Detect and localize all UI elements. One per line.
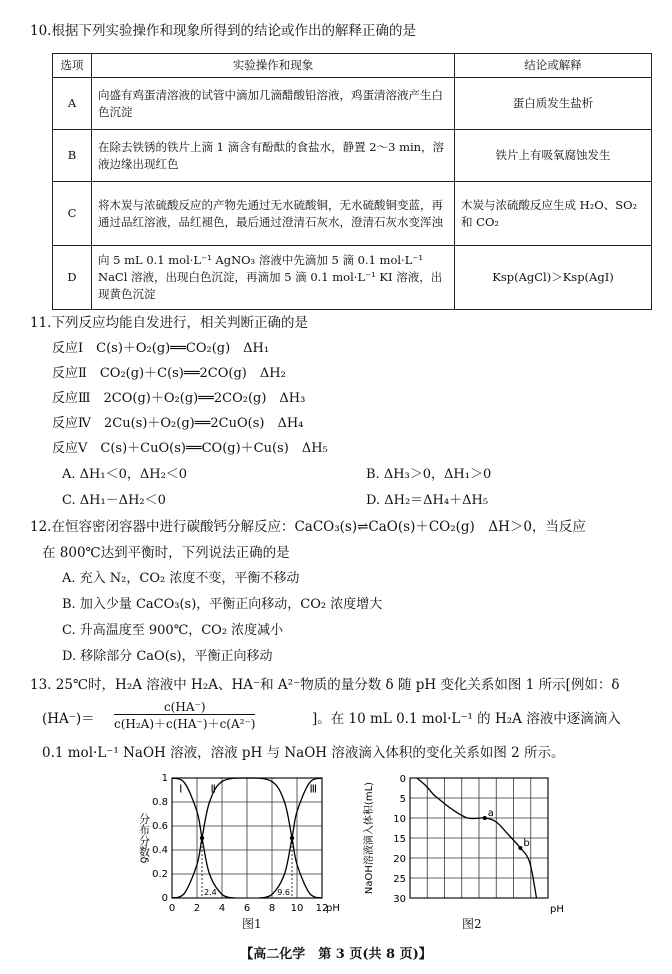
row-conclusion: 蛋白质发生盐析 <box>455 78 652 130</box>
point-a <box>483 816 487 820</box>
y-tick-label: 20 <box>393 854 406 865</box>
x-tick-label: 10 <box>290 903 304 914</box>
row-option: B <box>53 130 92 182</box>
curve-label: Ⅰ <box>179 782 183 796</box>
row-conclusion: 铁片上有吸氧腐蚀发生 <box>455 130 652 182</box>
q11-option-d: D. ΔH₂＝ΔH₄＋ΔH₅ <box>366 493 489 508</box>
col-header-experiment: 实验操作和现象 <box>92 54 455 78</box>
q13-stem-line3: 0.1 mol·L⁻¹ NaOH 溶液，溶液 pH 与 NaOH 溶液滴入体积的变化关系如图 2 所示。 <box>42 745 565 761</box>
curve-label: Ⅲ <box>309 782 318 796</box>
table-row <box>53 130 652 182</box>
y-tick-label: 10 <box>393 814 406 825</box>
q10-stem: 10.根据下列实验操作和现象所得到的结论或作出的解释正确的是 <box>30 23 416 39</box>
y-tick-label: 5 <box>399 794 406 805</box>
y-tick-label: 0.6 <box>152 821 168 832</box>
y-tick-label: 0.4 <box>152 845 168 856</box>
row-experiment: 在除去铁锈的铁片上滴 1 滴含有酚酞的食盐水，静置 2～3 min，溶液边缘出现红色 <box>92 130 455 182</box>
row-option: A <box>53 78 92 130</box>
q12-option-c: C. 升高温度至 900℃，CO₂ 浓度减小 <box>62 623 284 638</box>
q11-stem: 11.下列反应均能自发进行，相关判断正确的是 <box>30 315 308 331</box>
figure-2-chart <box>360 768 580 930</box>
y-tick-label: 25 <box>393 874 406 885</box>
q12-option-d: D. 移除部分 CaO(s)，平衡正向移动 <box>62 649 273 664</box>
table-row <box>53 78 652 130</box>
row-option: C <box>53 182 92 246</box>
y-tick-label: 0.8 <box>152 797 168 808</box>
x-tick-label: 6 <box>243 903 251 914</box>
y-tick-label: 0 <box>399 774 406 785</box>
table-row <box>53 246 652 310</box>
q11-reaction-1: 反应Ⅰ C(s)＋O₂(g)══CO₂(g) ΔH₁ <box>52 341 270 356</box>
q11-reaction-2: 反应Ⅱ CO₂(g)＋C(s)══2CO(g) ΔH₂ <box>52 366 286 381</box>
x-tick-label: 0 <box>168 903 176 914</box>
x-axis-label: pH <box>550 904 564 915</box>
q12-option-b: B. 加入少量 CaCO₃(s)，平衡正向移动，CO₂ 浓度增大 <box>62 597 383 612</box>
q11-reaction-4: 反应Ⅳ 2Cu(s)＋O₂(g)══2CuO(s) ΔH₄ <box>52 416 304 431</box>
point-label: b <box>523 838 530 849</box>
q11-reaction-5: 反应Ⅴ C(s)＋CuO(s)══CO(g)＋Cu(s) ΔH₅ <box>52 441 328 456</box>
annotation-label: 9.6 <box>277 888 290 897</box>
y-tick-label: 1 <box>161 773 168 784</box>
y-axis-label: NaOH溶液滴入体积(mL) <box>364 781 375 895</box>
fraction-numerator: c(HA⁻) <box>114 700 255 715</box>
q11-option-b: B. ΔH₃＞0，ΔH₁＞0 <box>366 467 492 482</box>
x-tick-label: 2 <box>193 903 201 914</box>
col-header-option: 选项 <box>53 54 92 78</box>
page-footer: 【高二化学 第 3 页(共 8 页)】 <box>240 947 432 962</box>
figure-1-caption: 图1 <box>242 917 262 931</box>
q10-table <box>52 53 652 310</box>
col-header-conclusion: 结论或解释 <box>455 54 652 78</box>
q12-stem-line1: 12.在恒容密闭容器中进行碳酸钙分解反应：CaCO₃(s)⇌CaO(s)＋CO₂(g) ΔH＞0，当反应 <box>30 519 586 535</box>
y-tick-label: 0.2 <box>152 869 168 880</box>
x-axis-label: pH <box>326 903 340 914</box>
table-header-row <box>53 54 652 78</box>
figure-2-caption: 图2 <box>462 917 482 931</box>
y-tick-label: 30 <box>393 894 406 905</box>
point-b <box>518 846 522 850</box>
annotation-label: 2.4 <box>204 888 217 897</box>
row-option: D <box>53 246 92 310</box>
curve-label: Ⅱ <box>210 782 216 796</box>
figure-1-chart <box>130 768 360 930</box>
y-axis-label: 分布分数δ <box>137 812 151 864</box>
table-row <box>53 182 652 246</box>
y-tick-label: 15 <box>393 834 406 845</box>
row-conclusion: 木炭与浓硫酸反应生成 H₂O、SO₂ 和 CO₂ <box>455 182 652 246</box>
q11-option-c: C. ΔH₁－ΔH₂＜0 <box>62 493 166 508</box>
row-experiment: 向盛有鸡蛋清溶液的试管中滴加几滴醋酸铅溶液，鸡蛋清溶液产生白色沉淀 <box>92 78 455 130</box>
row-experiment: 向 5 mL 0.1 mol·L⁻¹ AgNO₃ 溶液中先滴加 5 滴 0.1 mol·L⁻¹ NaCl 溶液，出现白色沉淀，再滴加 5 滴 0.1 mol·L⁻¹ KI 溶液，出现黄色沉淀 <box>92 246 455 310</box>
row-conclusion: Ksp(AgCl)＞Ksp(AgI) <box>455 246 652 310</box>
x-tick-label: 8 <box>268 903 276 914</box>
q13-stem-line1: 13. 25℃时，H₂A 溶液中 H₂A、HA⁻和 A²⁻物质的量分数 δ 随 pH 变化关系如图 1 所示[例如：δ <box>30 677 620 693</box>
q11-reaction-3: 反应Ⅲ 2CO(g)＋O₂(g)══2CO₂(g) ΔH₃ <box>52 391 306 406</box>
y-tick-label: 0 <box>161 893 168 904</box>
q12-stem-line2: 在 800℃达到平衡时，下列说法正确的是 <box>42 545 290 561</box>
q13-stem-line2: ]。在 10 mL 0.1 mol·L⁻¹ 的 H₂A 溶液中逐滴滴入 <box>312 711 621 727</box>
point-label: a <box>487 808 494 819</box>
q13-lhs: (HA⁻)＝ <box>42 711 95 727</box>
x-tick-label: 4 <box>218 903 226 914</box>
fraction-denominator: c(H₂A)＋c(HA⁻)＋c(A²⁻) <box>114 717 256 731</box>
x-tick-label: 12 <box>315 903 329 914</box>
q13-fraction <box>114 700 255 732</box>
q12-option-a: A. 充入 N₂，CO₂ 浓度不变，平衡不移动 <box>62 571 300 586</box>
row-experiment: 将木炭与浓硫酸反应的产物先通过无水硫酸铜，无水硫酸铜变蓝，再通过品红溶液，品红褪色，最后通过澄清石灰水，澄清石灰水变浑浊 <box>92 182 455 246</box>
q11-option-a: A. ΔH₁＜0，ΔH₂＜0 <box>62 467 188 482</box>
